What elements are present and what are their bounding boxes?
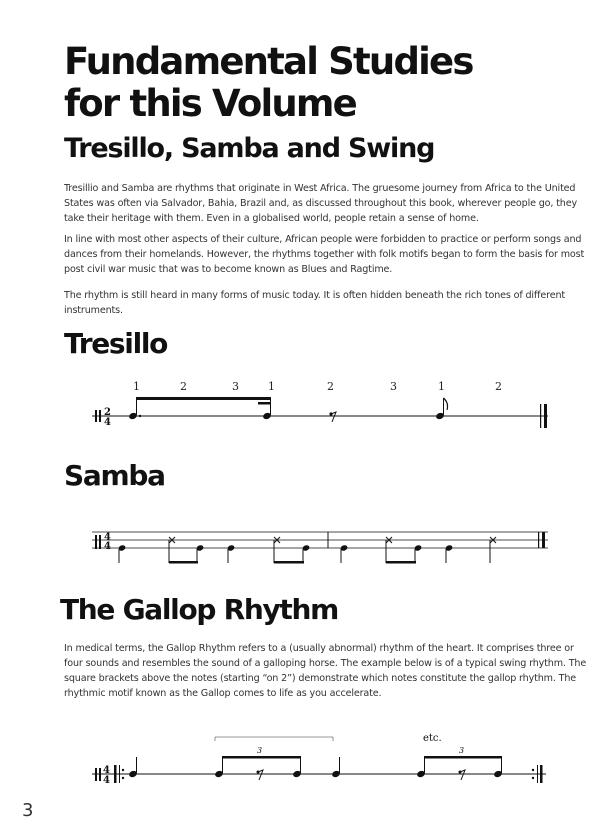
- quarter-note-icon: [445, 544, 453, 563]
- tresillo-count: 1: [133, 380, 140, 393]
- time-signature-bottom: 4: [104, 541, 111, 552]
- beam: [222, 756, 301, 759]
- beam: [136, 397, 271, 400]
- triplet-label: 3: [257, 746, 263, 755]
- tresillo-count: 1: [268, 380, 275, 393]
- eighth-note-icon: [196, 544, 204, 563]
- beam: [424, 756, 502, 759]
- beam: [258, 402, 271, 405]
- samba-heading: Samba: [64, 459, 165, 492]
- eighth-rest-icon: [257, 770, 264, 780]
- samba-staff-svg: [0, 515, 600, 575]
- time-signature-bottom: 4: [104, 417, 111, 428]
- tresillo-count: 1: [438, 380, 445, 393]
- eighth-note-icon: [416, 757, 426, 778]
- eighth-note-icon: [292, 757, 302, 778]
- intro-paragraph-1: Tresillio and Samba are rhythms that originate in West Africa. The gruesome journey from Africa to the United States was often via Salvador, Bahia, Brazil and, as discussed throughout this book, wherever people go, they take their heritage with them. Even in a globalised world, people retain a sense of home.: [64, 183, 578, 224]
- tresillo-count: 2: [327, 380, 334, 393]
- beam: [386, 561, 416, 564]
- dotted-note-icon: [128, 398, 141, 420]
- eighth-note-icon: [493, 757, 503, 778]
- gallop-notation: [0, 728, 600, 798]
- beam: [169, 561, 198, 564]
- tresillo-count: 3: [390, 380, 397, 393]
- samba-notation: [0, 515, 600, 575]
- gallop-heading: The Gallop Rhythm: [60, 593, 339, 626]
- time-signature-bottom: 4: [103, 775, 110, 786]
- eighth-note-icon: [414, 544, 422, 563]
- quarter-note-icon: [118, 544, 126, 563]
- percussion-clef-icon: [95, 535, 101, 549]
- quarter-note-icon: [340, 544, 348, 563]
- intro-paragraph-2: In line with most other aspects of their culture, African people were forbidden to practice or perform songs and dances from their homelands. However, the rhythms together with folk motifs began to form the basis for most post civil war music that was to become known as Blues and Ragtime.: [64, 234, 585, 275]
- eighth-note-icon: [302, 544, 310, 563]
- eighth-rest-icon: [459, 770, 466, 780]
- tresillo-staff-svg: [0, 372, 600, 442]
- quarter-note-icon: [331, 757, 341, 778]
- time-signature-top: 4: [103, 765, 110, 776]
- gallop-staff-svg: [0, 728, 600, 798]
- quarter-note-icon: [128, 757, 138, 778]
- page-title-line-2: for this Volume: [64, 82, 356, 125]
- eighth-note-icon: [262, 398, 272, 420]
- cross-note-icon: [386, 537, 392, 563]
- tresillo-notation: [0, 372, 600, 442]
- eighth-note-icon: [435, 398, 447, 420]
- gallop-description: In medical terms, the Gallop Rhythm refers to a (usually abnormal) rhythm of the heart. It comprises three or four sounds and resembles the sound of a galloping horse. The example below is of a typical swing rhythm. The square brackets above the notes (starting “on 2”) demonstrate which notes constitute the gallop rhythm. The rhythmic motif known as the Gallop comes to life as you accelerate.: [64, 643, 587, 699]
- time-signature-top: 2: [104, 407, 111, 418]
- eighth-rest-icon: [329, 412, 336, 422]
- tresillo-count: 2: [180, 380, 187, 393]
- cross-note-icon: [490, 537, 496, 563]
- tresillo-heading: Tresillo: [64, 327, 168, 360]
- beam: [274, 561, 304, 564]
- cross-note-icon: [274, 537, 280, 563]
- eighth-note-icon: [214, 757, 224, 778]
- triplet-label: 3: [459, 746, 465, 755]
- tresillo-count: 2: [495, 380, 502, 393]
- intro-paragraph-3: The rhythm is still heard in many forms of music today. It is often hidden beneath the rich tones of different instruments.: [64, 290, 566, 316]
- cross-note-icon: [169, 537, 175, 563]
- time-signature-top: 4: [104, 532, 111, 543]
- page-title-line-1: Fundamental Studies: [64, 40, 473, 83]
- page-subtitle: Tresillo, Samba and Swing: [64, 133, 435, 164]
- quarter-note-icon: [227, 544, 235, 563]
- page-number: 3: [22, 800, 34, 821]
- tresillo-count: 3: [232, 380, 239, 393]
- etc-annotation: etc.: [423, 733, 442, 744]
